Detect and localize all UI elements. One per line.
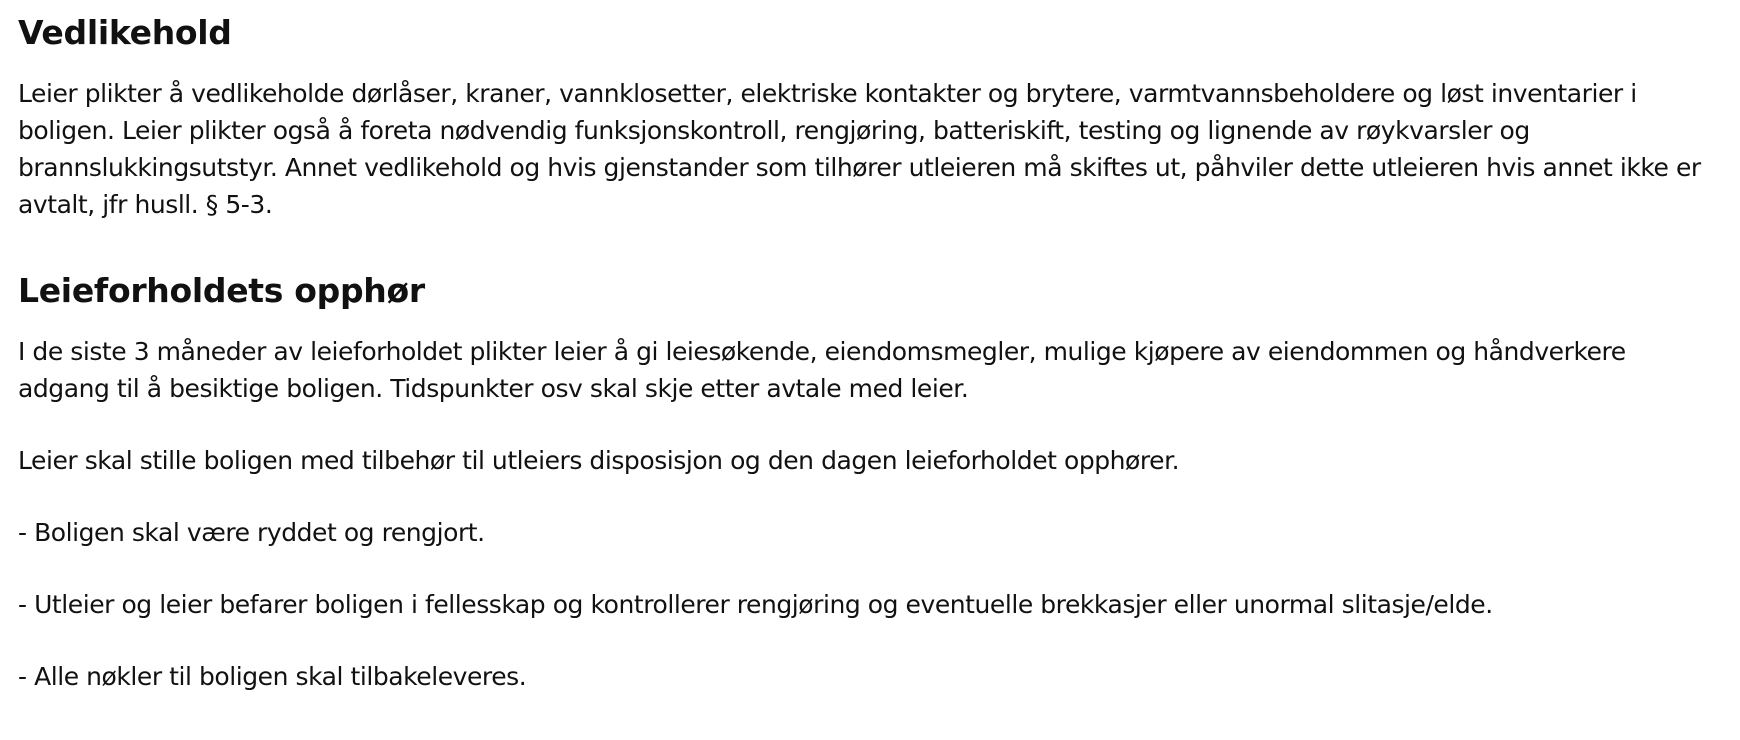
section-paragraph: Leier plikter å vedlikeholde dørlåser, kraner, vannklosetter, elektriske kontakter og brytere, varmtvannsbeholdere og løst inventarier i boligen. Leier plikter også å foreta nødvendig funksjonskontroll, rengjøring, batteriskift, testing og lignende av røykvarsler og brannslukkingsutstyr. Annet vedlikehold og hvis gjenstander som tilhører utleieren må skiftes ut, påhviler dette utleieren hvis annet ikke er avtalt, jfr husll. § 5-3.: [18, 79, 1701, 219]
bullet-item: - Boligen skal være ryddet og rengjort.: [18, 518, 485, 547]
section-paragraph: I de siste 3 måneder av leieforholdet plikter leier å gi leiesøkende, eiendomsmegler, mulige kjøpere av eiendommen og håndverkere adgang til å besiktige boligen. Tidspunkter osv skal skje etter avtale med leier.: [18, 337, 1626, 403]
section-vedlikehold: [18, 13, 1718, 223]
section-heading: Leieforholdets opphør: [18, 271, 425, 310]
bullet-item: - Alle nøkler til boligen skal tilbakeleveres.: [18, 662, 527, 691]
section-paragraph: Leier skal stille boligen med tilbehør til utleiers disposisjon og den dagen leieforholdet opphører.: [18, 446, 1180, 475]
section-heading: Vedlikehold: [18, 13, 232, 52]
section-leieforholdets-opphor: [18, 271, 1718, 695]
bullet-item: - Utleier og leier befarer boligen i fellesskap og kontrollerer rengjøring og eventuelle brekkasjer eller unormal slitasje/elde.: [18, 590, 1493, 619]
